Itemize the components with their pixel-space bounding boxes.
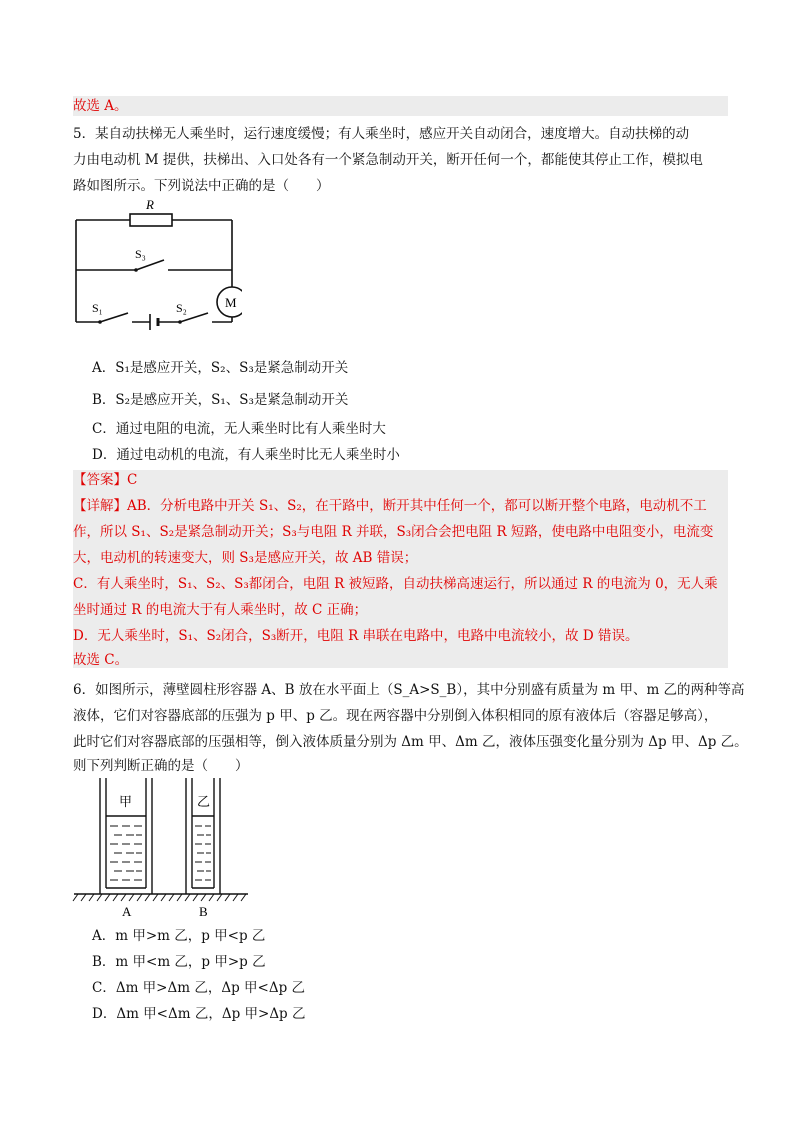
- circuit-diagram: [72, 192, 242, 332]
- q5-detail-line-5: 坐时通过 R 的电流大于有人乘坐时，故 C 正确；: [73, 602, 368, 618]
- q6-stem-line-4: 则下列判断正确的是（ ）: [73, 758, 249, 774]
- q6-stem-line-1: 6．如图所示，薄壁圆柱形容器 A、B 放在水平面上（S_A>S_B），其中分别盛有质量为 m 甲、m 乙的两种等高: [73, 682, 745, 698]
- tank-a-label: A: [122, 904, 132, 919]
- resistor-label: R: [146, 197, 154, 212]
- q6-option-d[interactable]: D．Δm 甲<Δm 乙，Δp 甲>Δp 乙: [92, 1006, 306, 1022]
- q5-stem-line-2: 力由电动机 M 提供，扶梯出、入口处各有一个紧急制动开关，断开任何一个，都能使其停止工作，模拟电: [73, 152, 703, 168]
- q6-option-b[interactable]: B．m 甲<m 乙，p 甲>p 乙: [92, 954, 266, 970]
- q5-detail-line-3: 大，电动机的转速变大，则 S₃是感应开关，故 AB 错误；: [73, 550, 418, 566]
- tank-b-label: B: [199, 904, 208, 919]
- q4-conclusion: 故选 A。: [73, 98, 128, 114]
- q5-stem-line-1: 5．某自动扶梯无人乘坐时，运行速度缓慢；有人乘坐时，感应开关自动闭合，速度增大。自动扶梯的动: [73, 126, 690, 142]
- q5-answer: 【答案】C: [73, 472, 138, 488]
- q5-detail-line-2: 作，所以 S₁、S₂是紧急制动开关；S₃与电阻 R 并联，S₃闭合会把电阻 R 短路，使电路中电阻变小，电流变: [73, 524, 714, 540]
- q6-option-c[interactable]: C．Δm 甲>Δm 乙，Δp 甲<Δp 乙: [92, 980, 306, 996]
- containers-figure: [72, 772, 252, 922]
- q5-stem-line-3: 路如图所示。下列说法中正确的是（ ）: [73, 178, 330, 194]
- q5-option-c[interactable]: C．通过电阻的电流，无人乘坐时比有人乘坐时大: [92, 421, 386, 437]
- s3-label: S₃: [135, 247, 146, 261]
- q5-detail-line-4: C．有人乘坐时，S₁、S₂、S₃都闭合，电阻 R 被短路，自动扶梯高速运行，所以通过 R 的电流为 0，无人乘: [73, 576, 718, 592]
- s1-label: S₁: [92, 301, 103, 315]
- tank-a-liquid-label: 甲: [119, 795, 133, 810]
- q5-option-b[interactable]: B．S₂是感应开关，S₁、S₃是紧急制动开关: [92, 392, 349, 408]
- q5-conclusion: 故选 C。: [73, 652, 129, 668]
- q5-detail-line-1: 【详解】AB．分析电路中开关 S₁、S₂，在干路中，断开其中任何一个，都可以断开整个电路，电动机不工: [73, 498, 707, 514]
- q5-detail-line-6: D．无人乘坐时，S₁、S₂闭合，S₃断开，电阻 R 串联在电路中，电路中电流较小，故 D 错误。: [73, 628, 639, 644]
- q6-stem-line-2: 液体，它们对容器底部的压强为 p 甲、p 乙。现在两容器中分别倒入体积相同的原有液体后（容器足够高），: [73, 708, 718, 724]
- tank-b-liquid-label: 乙: [197, 795, 211, 810]
- q5-option-d[interactable]: D．通过电动机的电流，有人乘坐时比无人乘坐时小: [92, 447, 400, 463]
- s2-label: S₂: [176, 301, 187, 315]
- motor-label: M: [225, 295, 237, 310]
- q6-stem-line-3: 此时它们对容器底部的压强相等，倒入液体质量分别为 Δm 甲、Δm 乙，液体压强变化量分别为 Δp 甲、Δp 乙。: [73, 734, 748, 750]
- q6-option-a[interactable]: A．m 甲>m 乙，p 甲<p 乙: [92, 928, 266, 944]
- q5-option-a[interactable]: A．S₁是感应开关，S₂、S₃是紧急制动开关: [92, 360, 349, 376]
